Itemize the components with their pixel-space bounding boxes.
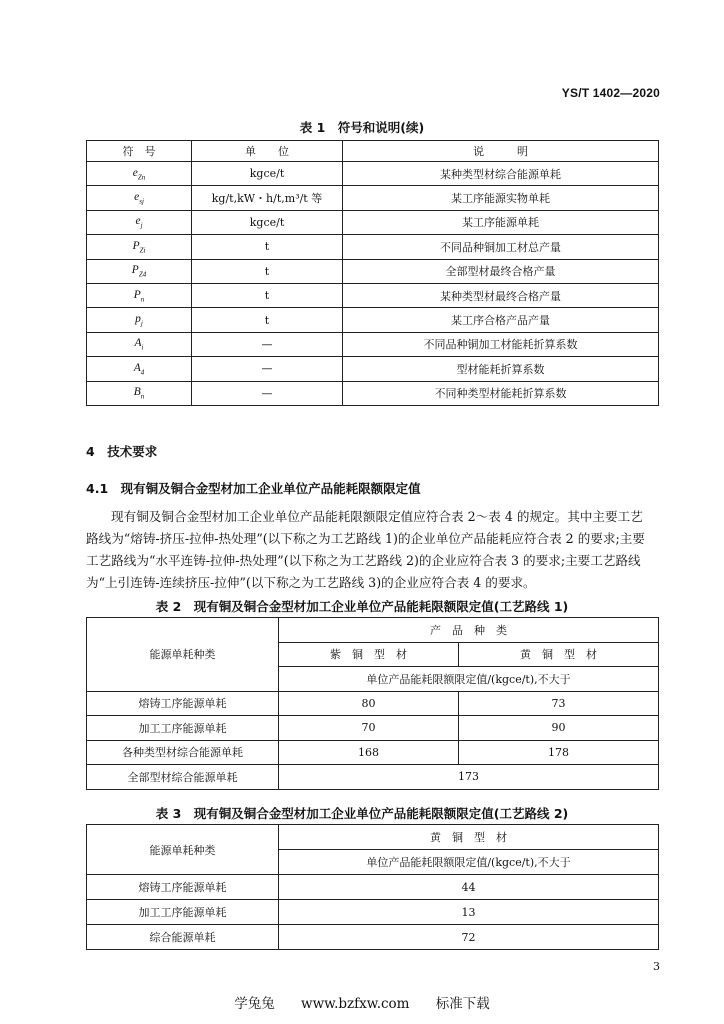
row-label: 全部型材综合能源单耗 <box>87 765 279 790</box>
header-description: 说 明 <box>343 141 659 162</box>
route2-limits-table <box>86 824 659 950</box>
value-cell: 13 <box>279 900 659 925</box>
table2-header-row <box>87 618 659 643</box>
symbols-table <box>86 140 659 406</box>
table-row <box>87 875 659 900</box>
standard-code: YS/T 1402—2020 <box>561 86 660 100</box>
value-cell: 44 <box>279 875 659 900</box>
footer-tagline: 标准下载 <box>435 996 490 1012</box>
value-cell: 70 <box>279 716 459 741</box>
table-row <box>87 186 659 210</box>
symbol-cell: $p_j$ <box>87 308 192 332</box>
brass-header: 黄 铜 型 材 <box>459 642 659 667</box>
paragraph-line-2: 路线为“熔铸-挤压-拉伸-热处理”(以下称之为工艺路线 1)的企业单位产品能耗应符合表 2 的要求;主要 <box>86 531 645 546</box>
unit-cell: t <box>192 259 343 283</box>
row-header: 能源单耗种类 <box>87 825 279 875</box>
description-cell: 某种类型材最终合格产量 <box>343 283 659 307</box>
section-4-1-heading: 4.1 现有铜及铜合金型材加工企业单位产品能耗限额限定值 <box>86 481 421 496</box>
value-cell: 90 <box>459 716 659 741</box>
row-label: 加工工序能源单耗 <box>87 716 279 741</box>
table-row <box>87 900 659 925</box>
footer-url[interactable]: www.bzfxw.com <box>301 996 410 1012</box>
description-cell: 不同品种铜加工材总产量 <box>343 235 659 259</box>
table-row <box>87 235 659 259</box>
table-row <box>87 162 659 186</box>
unit-cell: kgce/t <box>192 210 343 234</box>
table1-header-row <box>87 141 659 162</box>
description-cell: 不同品种铜加工材能耗折算系数 <box>343 332 659 356</box>
paragraph-line-3: 工艺路线为“水平连铸-拉伸-热处理”(以下称之为工艺路线 2)的企业应符合表 3 的要求;主要工艺路线 <box>86 553 641 568</box>
description-cell: 全部型材最终合格产量 <box>343 259 659 283</box>
row-label: 熔铸工序能源单耗 <box>87 875 279 900</box>
symbol-cell: $P_n$ <box>87 283 192 307</box>
unit-cell: — <box>192 357 343 381</box>
description-cell: 不同种类型材能耗折算系数 <box>343 381 659 405</box>
header-symbol: 符 号 <box>87 141 192 162</box>
table-row <box>87 716 659 741</box>
product-type-header: 产 品 种 类 <box>279 618 659 643</box>
description-cell: 某工序能源单耗 <box>343 210 659 234</box>
row-label: 熔铸工序能源单耗 <box>87 691 279 716</box>
table-row <box>87 259 659 283</box>
unit-header: 单位产品能耗限额限定值/(kgce/t),不大于 <box>279 667 659 692</box>
description-cell: 某工序能源实物单耗 <box>343 186 659 210</box>
section-4-heading: 4 技术要求 <box>86 444 158 459</box>
footer-watermark <box>0 992 724 1012</box>
description-cell: 某工序合格产品产量 <box>343 308 659 332</box>
table-row <box>87 332 659 356</box>
table-row <box>87 357 659 381</box>
symbol-cell: $B_n$ <box>87 381 192 405</box>
symbol-cell: $e_{sj}$ <box>87 186 192 210</box>
description-cell: 某种类型材综合能源单耗 <box>343 162 659 186</box>
symbol-cell: $e_j$ <box>87 210 192 234</box>
unit-cell: — <box>192 332 343 356</box>
symbol-cell: $P_{Zi}$ <box>87 235 192 259</box>
row-label: 综合能源单耗 <box>87 925 279 950</box>
value-cell: 173 <box>279 765 659 790</box>
unit-cell: t <box>192 283 343 307</box>
route1-limits-table <box>86 617 659 790</box>
table-row <box>87 283 659 307</box>
table-row <box>87 381 659 405</box>
unit-cell: kgce/t <box>192 162 343 186</box>
table-row <box>87 691 659 716</box>
value-cell: 80 <box>279 691 459 716</box>
table-row <box>87 740 659 765</box>
header-unit: 单 位 <box>192 141 343 162</box>
row-header: 能源单耗种类 <box>87 618 279 692</box>
requirements-paragraph <box>86 506 658 594</box>
symbol-cell: $e_{Zn}$ <box>87 162 192 186</box>
unit-cell: kg/t,kW・h/t,m³/t 等 <box>192 186 343 210</box>
page-number: 3 <box>653 960 660 973</box>
table1-caption: 表 1 符号和说明(续) <box>299 120 425 135</box>
table2-caption: 表 2 现有铜及铜合金型材加工企业单位产品能耗限额限定值(工艺路线 1) <box>155 599 569 614</box>
value-cell: 178 <box>459 740 659 765</box>
value-cell: 72 <box>279 925 659 950</box>
table-row <box>87 210 659 234</box>
value-cell: 168 <box>279 740 459 765</box>
table-row <box>87 925 659 950</box>
unit-header: 单位产品能耗限额限定值/(kgce/t),不大于 <box>279 850 659 875</box>
table-row <box>87 308 659 332</box>
brass-header: 黄 铜 型 材 <box>279 825 659 850</box>
description-cell: 型材能耗折算系数 <box>343 357 659 381</box>
paragraph-line-1: 现有铜及铜合金型材加工企业单位产品能耗限额限定值应符合表 2～表 4 的规定。其中主要工艺 <box>111 509 643 524</box>
table3-header-row <box>87 825 659 850</box>
symbol-cell: $A_4$ <box>87 357 192 381</box>
footer-site-name: 学兔兔 <box>234 996 275 1012</box>
unit-cell: t <box>192 308 343 332</box>
row-label: 各种类型材综合能源单耗 <box>87 740 279 765</box>
paragraph-line-4: 为“上引连铸-连续挤压-拉伸”(以下称之为工艺路线 3)的企业应符合表 4 的要求。 <box>86 575 536 590</box>
unit-cell: t <box>192 235 343 259</box>
unit-cell: — <box>192 381 343 405</box>
symbol-cell: $P_{Z4}$ <box>87 259 192 283</box>
table3-caption: 表 3 现有铜及铜合金型材加工企业单位产品能耗限额限定值(工艺路线 2) <box>155 806 569 821</box>
symbol-cell: $A_i$ <box>87 332 192 356</box>
value-cell: 73 <box>459 691 659 716</box>
red-copper-header: 紫 铜 型 材 <box>279 642 459 667</box>
table-row <box>87 765 659 790</box>
row-label: 加工工序能源单耗 <box>87 900 279 925</box>
